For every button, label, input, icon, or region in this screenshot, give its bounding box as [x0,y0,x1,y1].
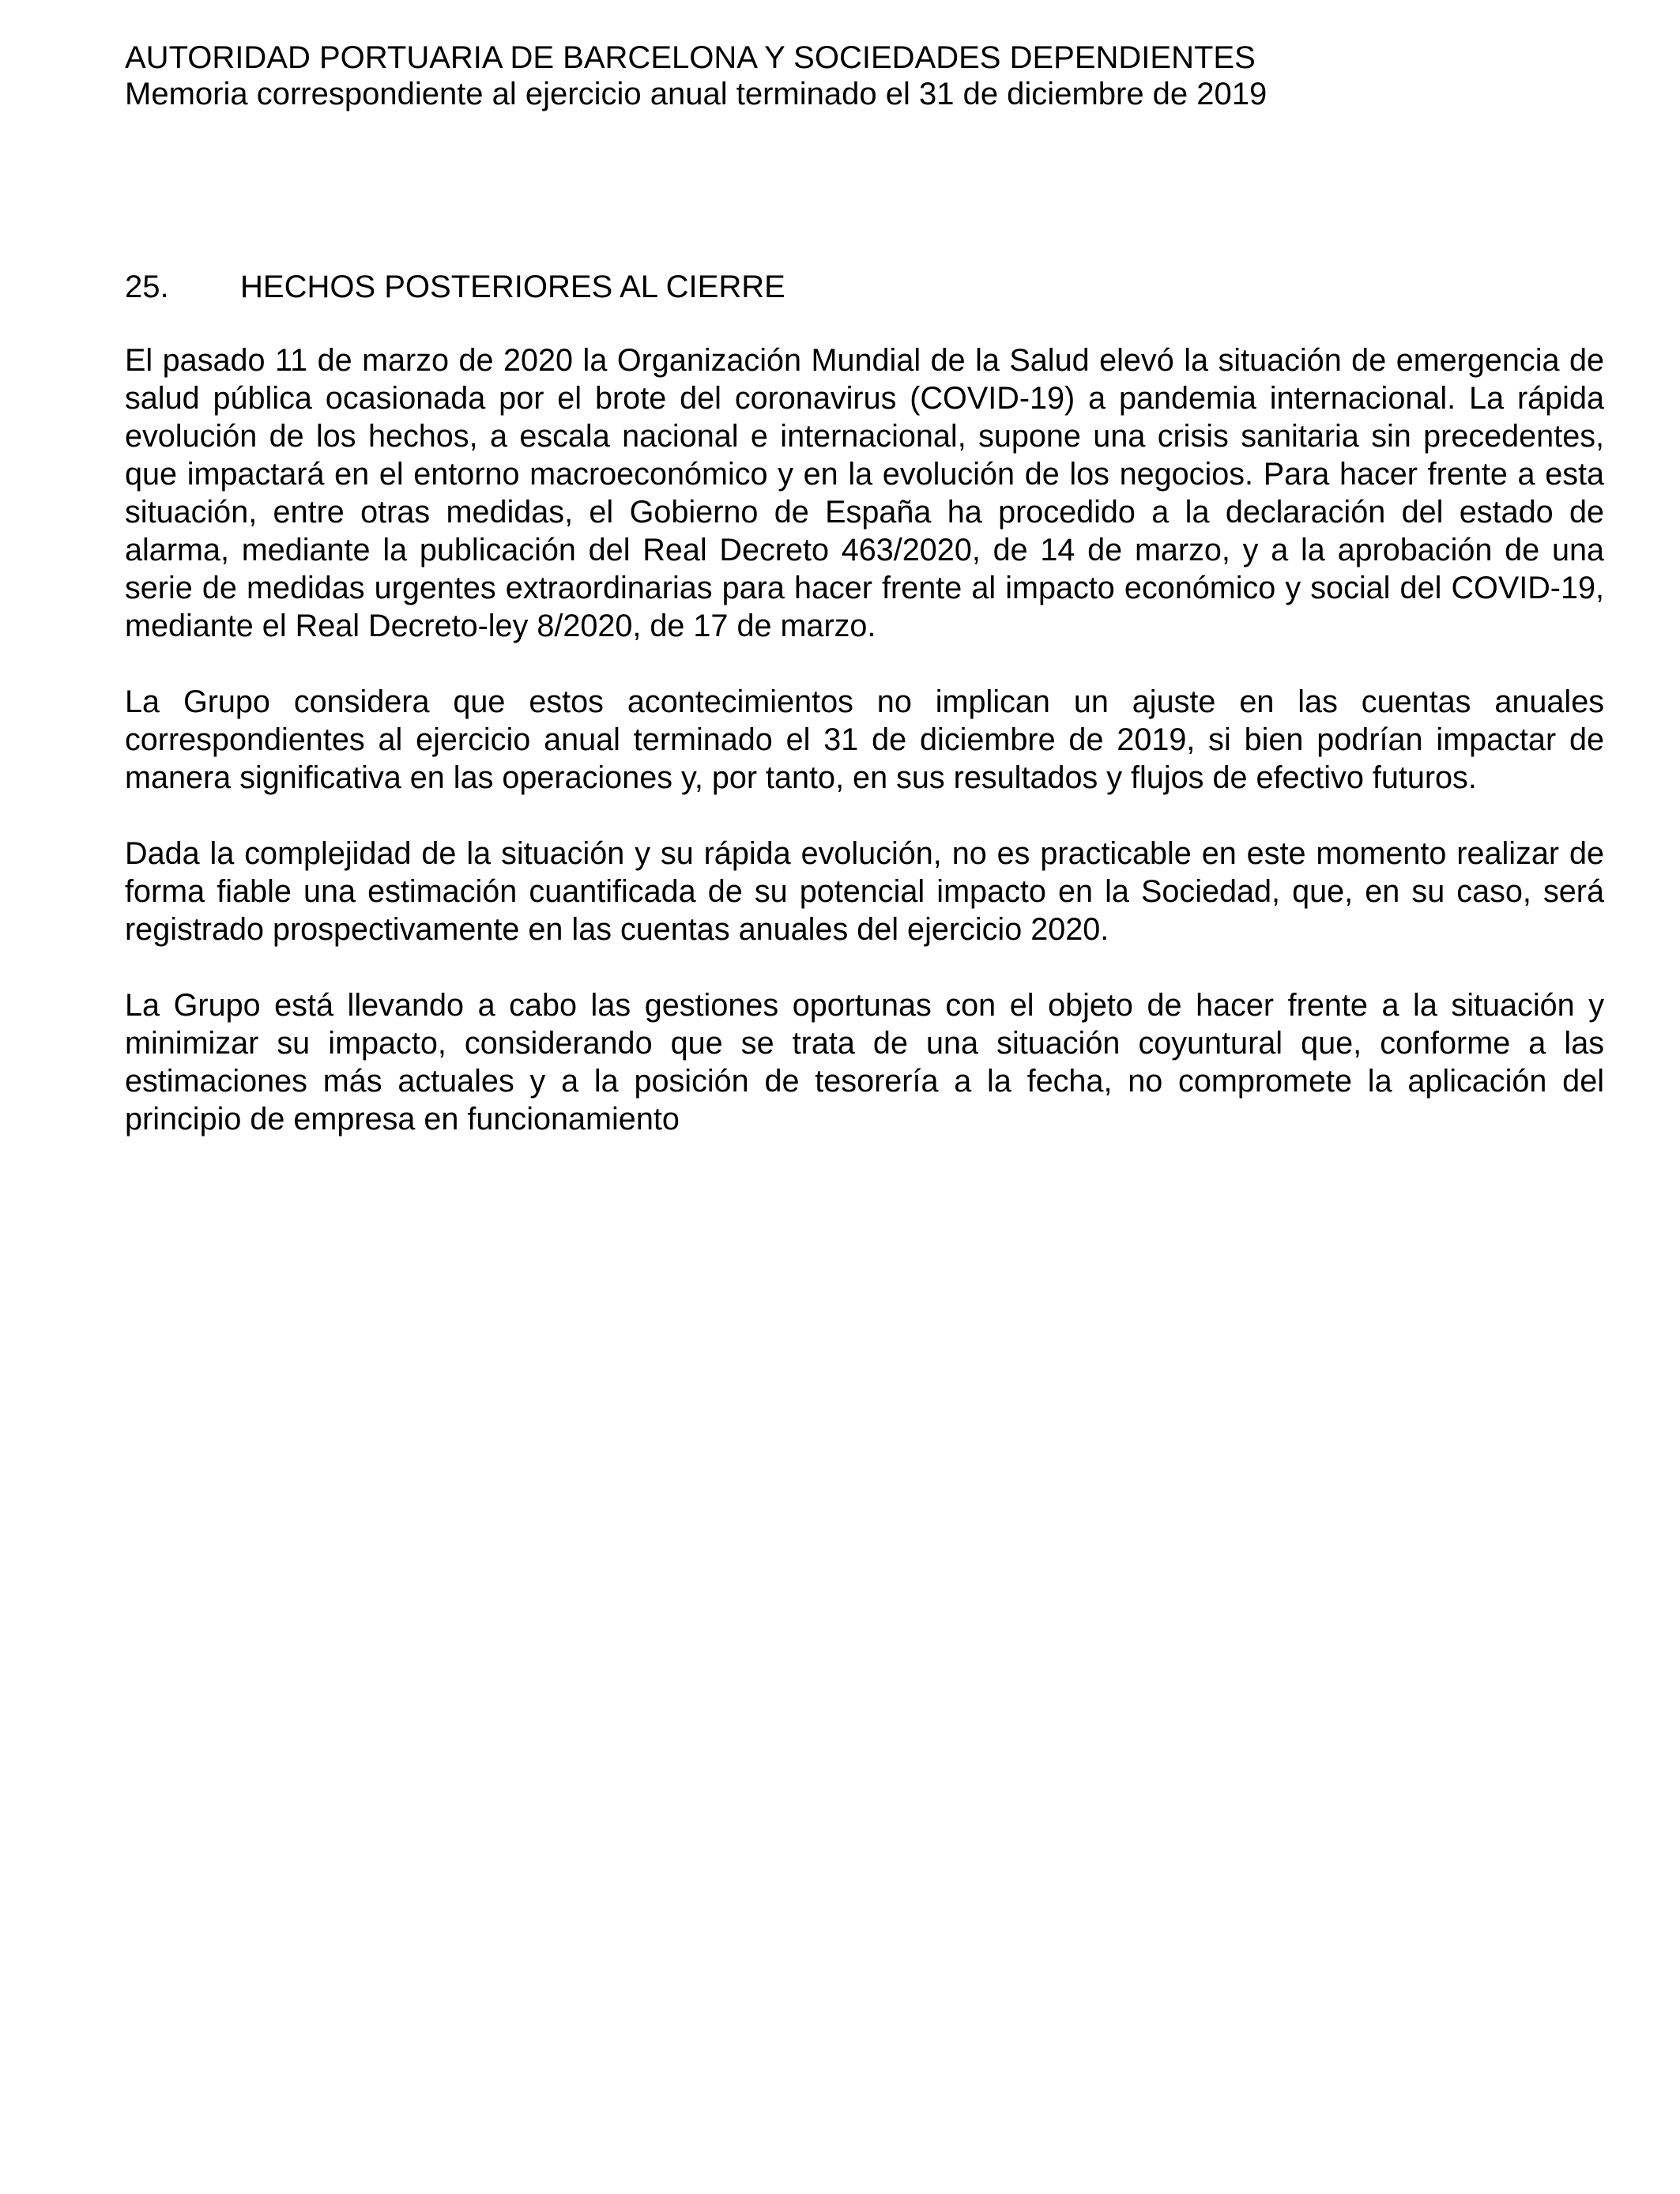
section-title: HECHOS POSTERIORES AL CIERRE [240,270,785,304]
section-body [125,341,1604,1176]
paragraph: El pasado 11 de marzo de 2020 la Organización Mundial de la Salud elevó la situación de emergencia de salud pública ocasionada por el brote del coronavirus (COVID-19) a pandemia internacional. La rápida evolución de los hechos, a escala nacional e internacional, supone una crisis sanitaria sin precedentes, que impactará en el entorno macroeconómico y en la evolución de los negocios. Para hacer frente a esta situación, entre otras medidas, el Gobierno de España ha procedido a la declaración del estado de alarma, mediante la publicación del Real Decreto 463/2020, de 14 de marzo, y a la aprobación de una serie de medidas urgentes extraordinarias para hacer frente al impacto económico y social del COVID-19, mediante el Real Decreto-ley 8/2020, de 17 de marzo. [125,343,1604,643]
paragraph: La Grupo considera que estos acontecimientos no implican un ajuste en las cuentas anuales correspondientes al ejercicio anual terminado el 31 de diciembre de 2019, si bien podrían impactar de manera significativa en las operaciones y, por tanto, en sus resultados y flujos de efectivo futuros. [125,684,1604,795]
section-heading [125,269,785,305]
header-organization: AUTORIDAD PORTUARIA DE BARCELONA Y SOCIEDADES DEPENDIENTES [125,40,1256,75]
paragraph: Dada la complejidad de la situación y su rápida evolución, no es practicable en este momento realizar de forma fiable una estimación cuantificada de su potencial impacto en la Sociedad, que, en su caso, será registrado prospectivamente en las cuentas anuales del ejercicio 2020. [125,836,1604,947]
header-subtitle: Memoria correspondiente al ejercicio anual terminado el 31 de diciembre de 2019 [125,77,1268,111]
section-number: 25. [125,270,169,304]
paragraph: La Grupo está llevando a cabo las gestiones oportunas con el objeto de hacer frente a la situación y minimizar su impacto, considerando que se trata de una situación coyuntural que, conforme a las estimaciones más actuales y a la posición de tesorería a la fecha, no compromete la aplicación del principio de empresa en funcionamiento [125,988,1604,1137]
document-header [125,40,1626,112]
